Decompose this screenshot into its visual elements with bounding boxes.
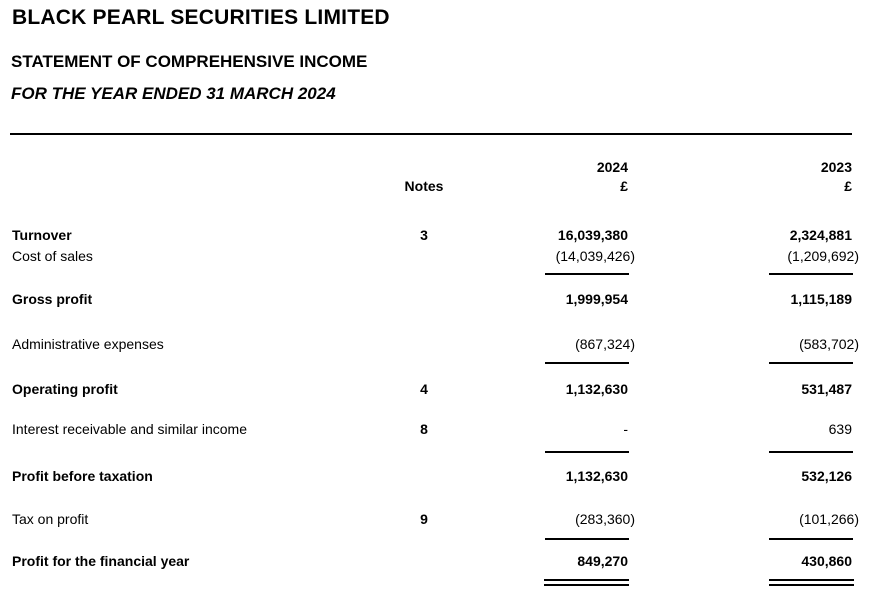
row-turnover bbox=[0, 227, 874, 243]
table-header-years bbox=[0, 159, 874, 175]
row-interest-receivable bbox=[0, 421, 874, 437]
value-2024: (867,324) bbox=[575, 336, 635, 352]
period-heading: FOR THE YEAR ENDED 31 MARCH 2024 bbox=[11, 84, 336, 103]
col-header-year-2024: 2024 bbox=[596, 159, 628, 175]
row-label: Tax on profit bbox=[12, 511, 89, 527]
value-2023: 639 bbox=[828, 421, 852, 437]
row-label: Profit for the financial year bbox=[12, 553, 190, 569]
subtotal-rule bbox=[769, 362, 853, 364]
row-label: Gross profit bbox=[12, 291, 93, 307]
subtotal-rule bbox=[769, 538, 853, 540]
value-2024: (14,039,426) bbox=[555, 248, 635, 264]
header-rule bbox=[10, 133, 852, 135]
value-2023: 532,126 bbox=[801, 468, 852, 484]
statement-title: STATEMENT OF COMPREHENSIVE INCOME bbox=[11, 52, 368, 71]
subtotal-rule bbox=[545, 273, 629, 275]
row-profit-before-taxation bbox=[0, 468, 874, 484]
row-label: Profit before taxation bbox=[12, 468, 153, 484]
total-double-rule bbox=[544, 579, 629, 586]
value-2024: 849,270 bbox=[577, 553, 628, 569]
value-2024: 1,132,630 bbox=[565, 468, 628, 484]
value-2024: 16,039,380 bbox=[557, 227, 628, 243]
row-label: Administrative expenses bbox=[12, 336, 164, 352]
subtotal-rule bbox=[545, 362, 629, 364]
subtotal-rule bbox=[769, 273, 853, 275]
row-profit-for-year bbox=[0, 553, 874, 569]
value-2023: 1,115,189 bbox=[790, 291, 852, 307]
row-label: Cost of sales bbox=[12, 248, 93, 264]
value-2024: - bbox=[623, 421, 628, 437]
value-2023: (583,702) bbox=[799, 336, 859, 352]
value-2024: 1,999,954 bbox=[565, 291, 628, 307]
company-name: BLACK PEARL SECURITIES LIMITED bbox=[12, 6, 390, 29]
value-2023: 430,860 bbox=[801, 553, 852, 569]
total-double-rule bbox=[769, 579, 854, 586]
note-ref: 4 bbox=[420, 381, 428, 397]
value-2023: (1,209,692) bbox=[787, 248, 859, 264]
note-ref: 3 bbox=[420, 227, 428, 243]
col-header-currency-2024: £ bbox=[620, 178, 628, 194]
row-operating-profit bbox=[0, 381, 874, 397]
subtotal-rule bbox=[545, 538, 629, 540]
row-label: Turnover bbox=[12, 227, 72, 243]
row-cost-of-sales bbox=[0, 248, 874, 264]
value-2024: 1,132,630 bbox=[565, 381, 628, 397]
row-administrative-expenses bbox=[0, 336, 874, 352]
value-2023: 2,324,881 bbox=[789, 227, 852, 243]
row-gross-profit bbox=[0, 291, 874, 307]
row-tax-on-profit bbox=[0, 511, 874, 527]
subtotal-rule bbox=[769, 451, 853, 453]
note-ref: 9 bbox=[420, 511, 428, 527]
col-header-year-2023: 2023 bbox=[820, 159, 852, 175]
value-2023: (101,266) bbox=[799, 511, 859, 527]
col-header-notes: Notes bbox=[404, 178, 444, 194]
row-label: Operating profit bbox=[12, 381, 118, 397]
row-label: Interest receivable and similar income bbox=[12, 421, 247, 437]
subtotal-rule bbox=[545, 451, 629, 453]
value-2024: (283,360) bbox=[575, 511, 635, 527]
col-header-currency-2023: £ bbox=[844, 178, 852, 194]
note-ref: 8 bbox=[420, 421, 428, 437]
value-2023: 531,487 bbox=[801, 381, 852, 397]
table-header-units bbox=[0, 178, 874, 194]
